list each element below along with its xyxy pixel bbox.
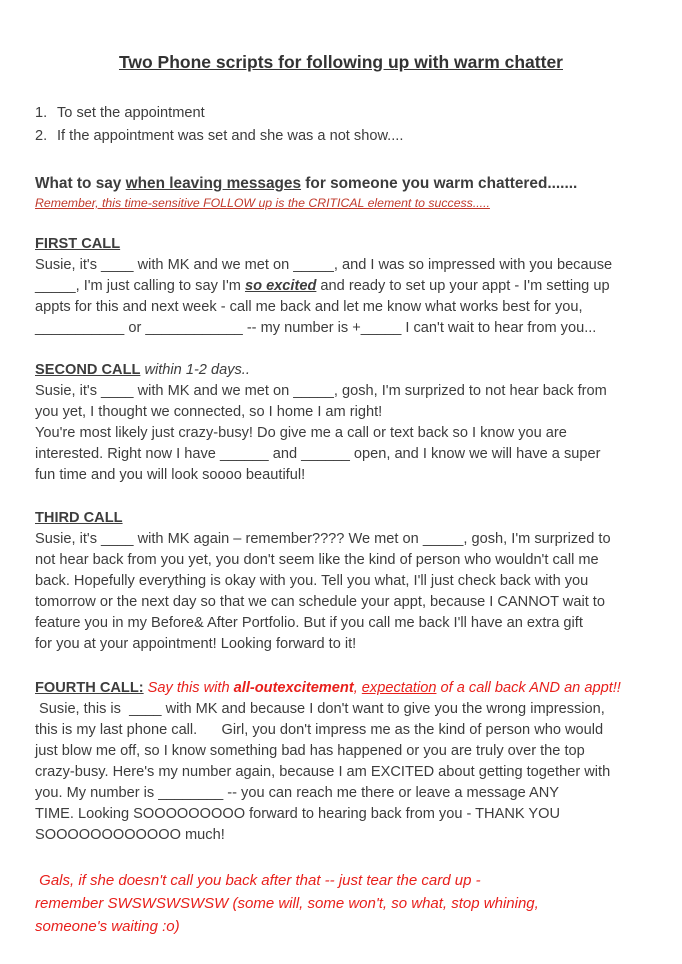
fourth-call-line: this is my last phone call. Girl, you don't impress me as the kind of person who would <box>35 722 604 738</box>
first-call-line: appts for this and next week - call me back and let me know what works best for you, <box>35 299 583 315</box>
section-heading <box>35 173 577 194</box>
list-item <box>35 126 403 147</box>
fourth-call-label: FOURTH CALL: <box>35 680 144 696</box>
text-fragment: _____, I'm just calling to say I'm <box>35 278 245 294</box>
closing-line: Gals, if she doesn't call you back after that -- just tear the card up - <box>35 872 481 889</box>
third-call-line: for you at your appointment! Looking forward to it! <box>35 636 357 652</box>
fourth-call-note: of a call back AND an appt!! <box>436 680 621 696</box>
third-call-line: Susie, it's ____ with MK again – remember???? We met on _____, gosh, I'm surprized to <box>35 531 611 547</box>
fourth-call-line: TIME. Looking SOOOOOOOOO forward to hearing back from you - THANK YOU <box>35 806 561 822</box>
fourth-call-note: Say this with <box>143 680 234 696</box>
fourth-call-line: you. My number is ________ -- you can reach me there or leave a message ANY <box>35 785 560 801</box>
second-call-line: interested. Right now I have ______ and ______ open, and I know we will have a super <box>35 446 601 462</box>
heading-text-end: for someone you warm chattered....... <box>301 175 578 192</box>
fourth-call-line: SOOOOOOOOOOOO much! <box>35 827 225 843</box>
second-call-line: Susie, it's ____ with MK and we met on _____, gosh, I'm surprized to not hear back from <box>35 383 607 399</box>
second-call-line: You're most likely just crazy-busy! Do give me a call or text back so I know you are <box>35 425 567 441</box>
fourth-call-line: just blow me off, so I know something bad has happened or you are truly over the top <box>35 743 585 759</box>
closing-line: remember SWSWSWSWSW (some will, some won't, so what, stop whining, <box>35 895 539 912</box>
text-fragment: and ready to set up your appt - I'm setting up <box>316 278 610 294</box>
heading-text: What to say <box>35 175 126 192</box>
second-call-heading <box>35 360 250 381</box>
second-call-line: you yet, I thought we connected, so I home I am right! <box>35 404 383 420</box>
section-subheading: Remember, this time-sensitive FOLLOW up is the CRITICAL element to success..... <box>35 196 490 210</box>
third-call-line: back. Hopefully everything is okay with you. Tell you what, I'll just check back with you <box>35 573 589 589</box>
second-call-line: fun time and you will look soooo beautiful! <box>35 467 306 483</box>
first-call-line: Susie, it's ____ with MK and we met on _____, and I was so impressed with you because <box>35 257 613 273</box>
list-number: 2. <box>35 128 48 144</box>
third-call-line: tomorrow or the next day so that we can schedule your appt, because I CANNOT wait to <box>35 594 605 610</box>
fourth-call-line: Susie, this is ____ with MK and because I don't want to give you the wrong impression, <box>35 701 605 717</box>
list-text: To set the appointment <box>57 105 205 121</box>
fourth-call-line: crazy-busy. Here's my number again, because I am EXCITED about getting together with <box>35 764 611 780</box>
fourth-call-note: , <box>353 680 362 696</box>
heading-underlined: when leaving messages <box>125 175 302 192</box>
closing-line: someone's waiting :o) <box>35 918 180 935</box>
list-item <box>35 103 205 124</box>
document-title: Two Phone scripts for following up with warm chatter <box>118 52 563 72</box>
first-call-line: ___________ or ____________ -- my number is +_____ I can't wait to hear from you... <box>35 320 597 336</box>
list-text: If the appointment was set and she was a not show.... <box>57 128 404 144</box>
fourth-call-note-bold: all-outexcitement <box>233 680 354 696</box>
emphasis-so-excited: so excited <box>244 278 317 294</box>
first-call-label: FIRST CALL <box>35 236 121 252</box>
third-call-label: THIRD CALL <box>35 510 123 526</box>
second-call-label: SECOND CALL <box>35 362 141 378</box>
third-call-line: not hear back from you yet, you don't seem like the kind of person who wouldn't call me <box>35 552 599 568</box>
second-call-note: within 1-2 days.. <box>140 362 250 378</box>
list-number: 1. <box>35 105 48 121</box>
fourth-call-note-underlined: expectation <box>361 680 437 696</box>
first-call-line <box>35 276 610 297</box>
fourth-call-heading <box>35 678 621 699</box>
third-call-line: feature you in my Before& After Portfolio. But if you call me back I'll have an extra gift <box>35 615 583 631</box>
